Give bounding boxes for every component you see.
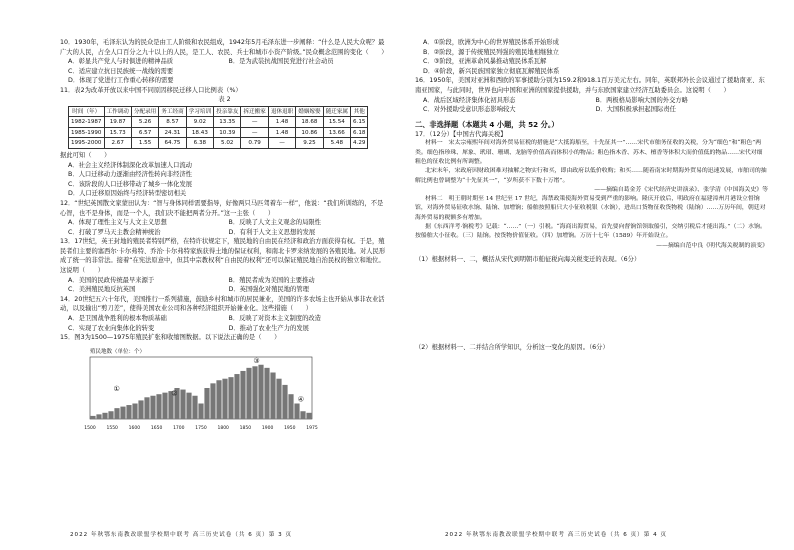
table-cell: 1.48 (268, 127, 295, 138)
table-header-row (69, 106, 368, 117)
q13-option-c: C．美洲殖民地反抗英国 (68, 286, 136, 294)
table2-caption: 表 2 (218, 95, 231, 103)
table-header-cell: 工作调动 (104, 106, 131, 117)
table-cell: 1.55 (131, 138, 158, 149)
table-cell: 9.02 (186, 117, 213, 128)
table-cell: 5.48 (323, 138, 350, 149)
q14-stem: 14．20世纪五六十年代，美国推行一系列措施，鼓励乡村和城市的居民兼业，美国的许多农场主也开始从事非农业活动，以及输出“剪刀差”，使得美国农业公司和各种经济组织开始兼业化。这些措施（ ） (60, 295, 385, 313)
table-header-cell: 分配录用 (131, 106, 158, 117)
table-cell: — (241, 117, 268, 128)
table-cell: 5.02 (214, 138, 241, 149)
page-3-footer: 2022 年秋鄂东南教改联盟学校期中联考 高三历史试卷（共 6 页）第 3 页 (70, 532, 293, 538)
chart-bar (150, 396, 155, 419)
q10-options (60, 57, 389, 67)
table-cell: — (241, 127, 268, 138)
table-cell: 8.57 (159, 117, 186, 128)
q11-option-b: B．人口迁移动力逐渐由经济性转向非经济性 (68, 171, 192, 179)
table-row (69, 138, 368, 149)
q11-option-d: D．人口迁移原因始终与经济转型密切相关 (68, 190, 187, 198)
chart-x-tick: 1600 (128, 425, 141, 431)
q12-options (60, 218, 389, 237)
q13-stem: 13．17世纪，英王封地的殖民者特别严格，在特许状规定下，殖民地的自由民在经济和政治方面获得有权。于是，殖民者们主要的塞西尔·卡尔弗特、乔治·卡尔弗特家族获得土地的保证权利，和南北卡罗来纳发展的各殖民地。对人民形成了统一的非常法。接着“在宪法原意中，但其中宗教权利“自由民的权利”还可以保证殖民地自治民权的独立和地位。这说明（ ） (60, 238, 386, 275)
chart-bar (132, 403, 137, 419)
chart-bar (294, 403, 299, 419)
table-cell: 1985-1990 (69, 127, 105, 138)
table-cell: 6.57 (131, 127, 158, 138)
chart-bar (144, 397, 149, 419)
table-header-cell: 随迁家属 (323, 106, 350, 117)
chart-bar (276, 379, 281, 419)
chart-bar (234, 374, 239, 419)
q16-option-d: D．大国积极承担起国际责任 (595, 106, 676, 114)
q10-option-b: B．是为武装抗战国民党进行社会动员 (228, 58, 334, 66)
chart-x-tick: 1800 (217, 425, 229, 431)
chart-x-tick: 1900 (261, 425, 274, 431)
table-cell: 64.75 (159, 138, 186, 149)
q16-option-a: A．战后区域经济集体化初具形态 (423, 96, 516, 104)
table-header-cell: 拆迁搬家 (241, 106, 268, 117)
q15-stem: 15．图3为1500—1975年殖民扩张和收缩图数据。以下说法正确的是（ ） (60, 334, 281, 342)
q12-stem: 12．“世纪英国散文家蒙田认为：“智与身体同样需要指导，好像两只马匹驾着车一样”，他说：“我们所训练的，不是心智，也不是身体，而是一个人，我们决不能把两者分开。”这一主张（ ） (60, 199, 384, 217)
chart-bar (192, 396, 197, 419)
chart-bar (102, 413, 107, 419)
material-1b: 北宋末年，宋政府因财政困难对抽解之物实行和买，即由政府以低价收购；和买……随着南宋时期海外贸易的迅速发展，市舶司的抽解比例也曾调整为“十先征其一”，“岁所获不下数十万缗”。 (415, 168, 767, 184)
chart-bar (300, 411, 305, 419)
chart-x-tick: 1650 (150, 425, 163, 431)
table-row (69, 117, 368, 128)
chart-bar (96, 414, 101, 419)
table-cell: 6.38 (186, 138, 213, 149)
chart-x-tick: 1975 (306, 425, 318, 431)
answer-space-1 (415, 265, 768, 343)
table-header-cell: 时间（年） (69, 106, 105, 117)
q10-stem: 10．1930年，毛泽东认为的民众是由工人阶级和农民组成，1942年5月毛泽东进一步阐释：“什么是人民大众呢？最广大的人民，占全人口百分之九十以上的人民，是工人、农民、兵士和城市小资产阶级。”民众概念范围的变化（ ） (60, 39, 388, 56)
q13-option-d: D．英国强化对殖民地的管理 (228, 286, 309, 294)
table-row (69, 127, 368, 138)
table-header-cell: 务工经商 (159, 106, 186, 117)
table-cell: 2.67 (104, 138, 131, 149)
section-title: 二、非选择题（本题共 4 小题，共 52 分。） (415, 119, 559, 129)
colony-bar-chart (68, 345, 318, 433)
chart-bar (138, 400, 143, 419)
chart-bar (114, 408, 119, 419)
task-1: （1）根据材料一、二，概括从宋代到明朝市舶征税向海关税变迁的表现。（6分） (415, 255, 641, 263)
table-cell: 18.43 (186, 127, 213, 138)
table-cell: 1982-1987 (69, 117, 105, 128)
chart-bar (162, 392, 167, 418)
q10-option-a: A．彰显共产党人与时俱进的精神品质 (68, 58, 174, 66)
chart-bar (288, 394, 293, 419)
q14-option-c: C．实现了农业向集体化的转变 (68, 324, 155, 332)
chart-bar (246, 368, 251, 419)
table-cell: 19.87 (104, 117, 131, 128)
q12-option-a: A．体现了理性主义与人文主义思想 (68, 219, 167, 227)
table-cell: 18.68 (296, 117, 323, 128)
q15-option-a: A．①阶段，欧洲为中心的世界殖民体系开始形成 (423, 39, 559, 46)
table-cell: 15.54 (323, 117, 350, 128)
table-cell: 1.48 (268, 117, 295, 128)
table-header-cell: 婚姻嫁娶 (296, 106, 323, 117)
q16-option-c: C．对外援助受意识形态影响较大 (423, 106, 516, 114)
q15-option-d: D．④阶段，新兴民族国家独立彻底瓦解殖民体系 (423, 67, 560, 75)
table-header-cell: 投亲靠友 (214, 106, 241, 117)
chart-bar (120, 406, 125, 418)
chart-x-tick: 1500 (84, 425, 96, 431)
material-2b: 据《东西洋考·饷税考》记载：“……”（一）引税。“海商出海贸易，首先要向督饷馆领取船引，交纳引税后才能出海。”（二）水饷。按船舶大小征收。（三）陆饷。按货物价值征收。（四）加增饷。万历十七年（1589）年开始设立。 (415, 224, 766, 240)
table-cell: 13.35 (214, 117, 241, 128)
chart-annotation: ③ (253, 357, 260, 366)
q11-option-a: A．社会主义经济体制深化改革加速人口流动 (68, 161, 192, 169)
chart-bar (264, 368, 269, 419)
q13-options (60, 276, 389, 295)
table-cell: 24.31 (159, 127, 186, 138)
q11-after: 据此可知（ ） (60, 151, 111, 159)
chart-bar (240, 371, 245, 419)
q10-option-c: C．适应建立抗日民族统一战线的需要 (68, 67, 174, 75)
chart-bar (126, 405, 131, 419)
table-cell: 1995-2000 (69, 138, 105, 149)
q14-options (60, 314, 389, 333)
q13-option-b: B．殖民者成为美国的主要推动 (228, 276, 315, 284)
chart-bar (252, 366, 257, 419)
q17-head: 17．（12分）【中国古代海关税】 (415, 130, 507, 138)
q16-stem: 16．1950年，美国对亚洲和西欧的军事援助分别为159.2和918.1百万美元左右。同年，英联邦外长会议通过了援助南亚、东南亚国家，与此同时，世界也向中国和亚洲的国家提供援助，并与东欧国家建立经济互助委员会。这说明（ ） (415, 77, 765, 94)
table-cell: 4.29 (351, 138, 368, 149)
source-1: ——摘编自葛金芳《宋代经济史讲演录》、张学清《中国海关史》等 (594, 186, 768, 193)
page-4 (397, 0, 794, 550)
q14-option-b: B．反映了对资本主义制度的改造 (228, 315, 321, 323)
chart-bar (228, 377, 233, 419)
page-4-footer: 2022 年秋鄂东南教改联盟学校期中联考 高三历史试卷（共 6 页）第 4 页 (445, 532, 668, 538)
table-header-cell: 学习培训 (186, 106, 213, 117)
q13-option-a: A．美国的民政传统最早来源于 (68, 276, 155, 284)
q15-option-c: C．③阶段，亚洲革命风暴推动殖民体系瓦解 (423, 58, 547, 66)
table-header-cell: 其他 (351, 106, 368, 117)
chart-x-tick: 1750 (195, 425, 207, 431)
table-cell: 10.86 (296, 127, 323, 138)
chart-bar (198, 403, 203, 419)
chart-bar (222, 379, 227, 419)
q12-option-b: B．反映了人文主义观念的局限性 (228, 219, 321, 227)
q14-option-d: D．推动了农业生产力的发展 (228, 324, 309, 332)
table-cell: 13.66 (323, 127, 350, 138)
q10-option-d: D．体现了党进行工作重心转移的需要 (68, 77, 174, 85)
table-cell: 15.73 (104, 127, 131, 138)
chart-bar (156, 394, 161, 419)
chart-x-tick: 1850 (239, 425, 252, 431)
q16-option-b: B．两极格局影响大国的外交方略 (595, 96, 688, 104)
chart-bar (204, 388, 209, 419)
q15-option-b: B．②阶段，源于传统殖民列强的殖民地相继独立 (423, 48, 559, 56)
table-cell: 0.79 (241, 138, 268, 149)
chart-bar (282, 385, 287, 419)
chart-bar (270, 372, 275, 419)
material-1: 材料一 宋太宗雍熙年间对海外贸易征税的措施是“大抵海船至，十先征其一”……宋代市舶务征收的关税，分为“细色”和“粗色”两类。细色指珍珠、犀象、玳瑁、珊瑚、龙脑等价值高而体积小的物品；粗色指木香、苏木、檀香等体积大而价值低的物品……宋代对细粗色的征收比例有所调整。 (415, 140, 763, 165)
q14-option-a: A．是卫国战争胜利的根本物质基础 (68, 315, 167, 323)
q11-stem: 11．表2为改革开放以来中国不同原因移民迁移人口比例表（%） (60, 86, 242, 94)
chart-bar (108, 411, 113, 419)
chart-bar (258, 365, 263, 419)
chart-x-tick: 1550 (106, 425, 118, 431)
q12-option-c: C．打破了罗马天主教会精神统治 (68, 228, 161, 236)
chart-bar (90, 416, 95, 419)
source-2: ——摘编自范中良《明代海关税制的演变》 (656, 242, 768, 249)
chart-bar (186, 392, 191, 418)
table-cell: 5.26 (131, 117, 158, 128)
material-2: 材料二 明王朝时期至 14 世纪至 17 世纪，海禁政策使海外贸易受到严重的影响。隆庆开放后，明政府在福建漳州月港设立督饷馆，对海外贸易征收水饷、陆饷、加增饷；船舶按照船只大小征收税银（水饷），进出口货物征收货物税（陆饷）……万历年间，朝廷对海外贸易的税额多有增加。 (415, 196, 766, 221)
chart-bar (216, 380, 221, 419)
chart-x-tick: 1950 (284, 425, 296, 431)
chart-bar (210, 383, 215, 419)
q11-option-c: C．该阶段的人口迁移带动了城乡一体化发展 (68, 180, 193, 188)
migration-table (68, 106, 368, 149)
chart-annotation: ④ (297, 395, 305, 404)
table-cell: 9.25 (296, 138, 323, 149)
task-2: （2）根据材料一、二并结合所学知识，分析这一变化的原因。（6分） (415, 343, 609, 351)
chart-ylabel: 殖民地数（单位：个） (90, 348, 146, 355)
chart-bar (306, 413, 311, 419)
q16-options (415, 96, 768, 115)
table-header-cell: 退休退职 (268, 106, 295, 117)
table-cell: 6.15 (351, 117, 368, 128)
q12-option-d: D．有利于人文主义思想的发展 (228, 228, 316, 236)
chart-x-tick: 1700 (173, 425, 185, 431)
chart-annotation: ① (113, 384, 120, 393)
chart-annotation: ② (171, 389, 178, 398)
table-cell: 10.39 (214, 127, 241, 138)
chart-bar (180, 389, 185, 418)
table-cell: 6.18 (351, 127, 368, 138)
table-cell: — (268, 138, 295, 149)
